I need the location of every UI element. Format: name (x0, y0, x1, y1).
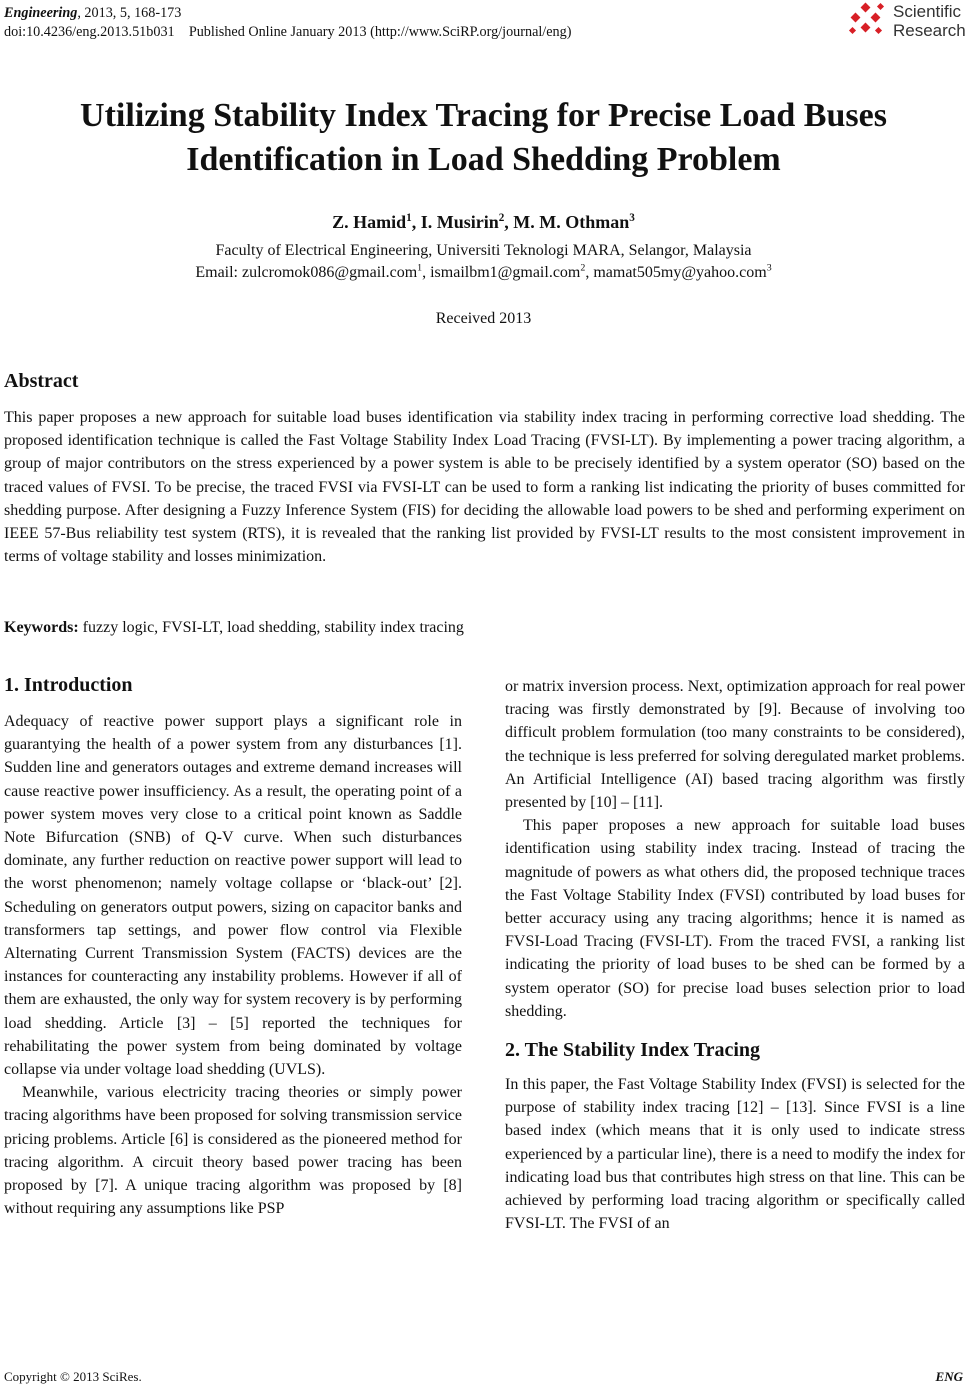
intro-paragraph: Adequacy of reactive power support plays a significant role in guarantying the health of a power system from any disturbances [1]. Sudden line and generators outages and extreme demand increases will cause reactive power insufficiency. As a result, the operating point of a power system moves very close to a critical point known as Saddle Note Bifurcation (SNB) of Q-V curve. When such disturbances dominate, any further reduction on reactive power support will lead to the worst phenomenon; namely voltage collapse or ‘black-out’ [2]. Scheduling on generators output powers, sizing on capacitor banks and transformers tap settings, and power flow control via Flexible Alternating Current Transmission System (FACTS) devices are the instances for counteracting any instability problems. However if all of them are exhausted, the only way for system recovery is by performing load shedding. Article [3] – [5] reported the techniques for rehabilitating the power system from being dominated by voltage collapse via under voltage load shedding (UVLS). (4, 713, 462, 1079)
affiliation-marker: 3 (629, 212, 635, 224)
title-line2: Identification in Load Shedding Problem (186, 141, 781, 178)
email-marker: 1 (417, 262, 423, 274)
paper-title (0, 94, 967, 182)
author-list: Z. Hamid$^1$, I. Musirin$^2$, M. M. Othman$^3$ (332, 212, 635, 232)
keywords-label: Keywords: (4, 619, 79, 636)
logo-line2: Research (893, 21, 966, 40)
sciresearch-logo-icon (848, 2, 888, 42)
logo-text (893, 2, 966, 40)
received-date: Received 2013 (435, 310, 532, 327)
email-marker: 2 (580, 262, 586, 274)
email-marker: 3 (766, 262, 772, 274)
author-name: M. M. Othman (513, 212, 630, 232)
email-text: , mamat505my@yahoo.com (585, 264, 767, 281)
email-line (0, 262, 967, 284)
section-heading-introduction: 1. Introduction (4, 674, 133, 696)
journal-citation (4, 3, 181, 23)
email-text: , ismailbm1@gmail.com (422, 264, 581, 281)
section2-paragraph: In this paper, the Fast Voltage Stability Index (FVSI) is selected for the purpose of stability index tracing [12] – [13]. Since FVSI is a line based index (which means that it is only used to indicate stress experienced by a particular line), there is a need to modify the index for indicating load bus that contributes high stress on that line. This can be achieved by performing load tracing algorithm or specifically called FVSI-LT. The FVSI of an (505, 1076, 965, 1233)
intro-paragraph: or matrix inversion process. Next, optimization approach for real power tracing was firstly demonstrated by [9]. Because of involving too difficult problem formulation (too many constraints to be considered), the technique is less preferred for solving deregulated market problems. An Artificial Intelligence (AI) based tracing algorithm was firstly presented by [10] – [11]. (505, 678, 965, 812)
doi-line: doi:10.4236/eng.2013.51b031 Published Online January 2013 (http://www.SciRP.org/journal/eng) (4, 24, 572, 40)
copyright-notice: Copyright © 2013 SciRes. (4, 1369, 142, 1384)
author-name: I. Musirin (420, 212, 499, 232)
logo-line1: Scientific (893, 2, 962, 21)
journal-name: Engineering (4, 5, 78, 21)
publisher-logo (848, 2, 966, 42)
keywords (4, 617, 965, 639)
journal-abbreviation: ENG (935, 1369, 963, 1384)
left-column (4, 672, 462, 1220)
abstract-body: This paper proposes a new approach for suitable load buses identification via stability index tracing in performing corrective load shedding. The proposed identification technique is called the Fast Voltage Stability Index Load Tracing (FVSI-LT). By implementing a power tracing algorithm, a group of major contributors on the stress experienced by a power system is able to be precisely identified by a system operator (SO) based on the traced values of FVSI. To be precise, the traced FVSI via FVSI-LT can be used to form a ranking list indicating the priority of buses committed for shedding purpose. After designing a Fuzzy Inference System (FIS) for deciding the allowable load powers to be shed and performing experiment on IEEE 57-Bus reliability test system (RTS), it is revealed that the ranking list provided by FVSI-LT results to the most consistent improvement in terms of voltage stability and losses minimization. (4, 409, 965, 566)
affiliation: Faculty of Electrical Engineering, Universiti Teknologi MARA, Selangor, Malaysia (215, 242, 752, 259)
email-text: Email: zulcromok086@gmail.com (195, 264, 418, 281)
intro-paragraph: This paper proposes a new approach for suitable load buses identification using stability index tracing. Instead of tracing the magnitude of powers as what others did, the proposed technique traces the Fast Voltage Stability Index (FVSI) contributed by load buses for better accuracy using any tracing algorithms; hence it is named as FVSI-Load Tracing (FVSI-LT). From the traced FVSI, a ranking list indicating the priority of load buses to be shed can be formed by a system operator (SO) for precise load buses selection prior to load shedding. (505, 817, 965, 1020)
right-column (505, 675, 965, 1235)
affiliation-marker: 1 (406, 212, 412, 224)
keywords-list: fuzzy logic, FVSI-LT, load shedding, stability index tracing (78, 619, 464, 636)
journal-volume-pages: , 2013, 5, 168-173 (77, 5, 182, 21)
affiliation-marker: 2 (498, 212, 505, 224)
author-name: Z. Hamid (332, 212, 407, 232)
section-heading-stability-index: 2. The Stability Index Tracing (505, 1039, 761, 1062)
title-line1: Utilizing Stability Index Tracing for Precise Load Buses (80, 97, 887, 134)
intro-paragraph: Meanwhile, various electricity tracing theories or simply power tracing algorithms have been proposed for solving transmission service pricing problems. Article [6] is considered as the pioneered method for tracing algorithm. A circuit theory based power tracing has been proposed by [7]. A unique tracing algorithm was proposed by [8] without requiring any assumptions like PSP (4, 1084, 462, 1218)
abstract-heading: Abstract (4, 370, 79, 392)
